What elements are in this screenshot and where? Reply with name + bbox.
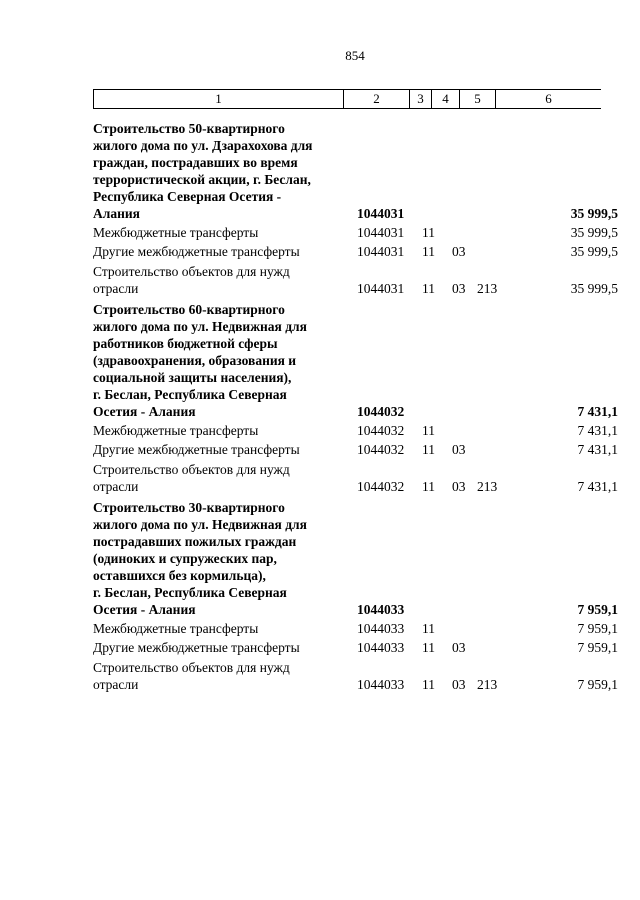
row-name: Межбюджетные трансферты: [93, 423, 259, 438]
table-body: [93, 120, 618, 693]
row-col-3: 11: [422, 442, 435, 457]
row-amount: 7 959,1: [577, 677, 618, 692]
row-values: [93, 620, 618, 637]
table-row: [93, 263, 618, 297]
row-name: Межбюджетные трансферты: [93, 621, 259, 636]
row-code: 1044031: [357, 244, 405, 259]
row-col-5: 213: [477, 479, 498, 494]
row-col-3: 11: [422, 281, 435, 296]
row-amount: 35 999,5: [570, 281, 618, 296]
table-row: [93, 243, 618, 260]
row-col-4: 03: [452, 244, 466, 259]
row-values: [93, 224, 618, 241]
row-col-5: 213: [477, 677, 498, 692]
row-values: [93, 280, 618, 297]
section-row: [93, 499, 618, 618]
row-col-4: 03: [452, 640, 466, 655]
table-row: [93, 461, 618, 495]
row-values: [93, 441, 618, 458]
header-col-2: 2: [343, 90, 409, 108]
row-amount: 35 999,5: [570, 225, 618, 240]
row-amount: 7 959,1: [577, 602, 618, 617]
row-col-3: 11: [422, 479, 435, 494]
header-col-6: 6: [495, 90, 601, 108]
row-values: [93, 601, 618, 618]
row-values: [93, 478, 618, 495]
row-amount: 7 431,1: [577, 442, 618, 457]
section-row: [93, 301, 618, 420]
row-name: Строительство объектов для нужд отрасли: [93, 462, 290, 494]
row-code: 1044032: [357, 442, 405, 457]
row-col-3: 11: [422, 677, 435, 692]
row-amount: 7 431,1: [577, 423, 618, 438]
table-row: [93, 620, 618, 637]
row-col-4: 03: [452, 281, 466, 296]
row-amount: 35 999,5: [570, 244, 618, 259]
row-name: Строительство 50-квартирного жилого дома по ул. Дзарахохова для граждан, пострадавших во время террористической акции, г. Беслан, Республика Северная Осетия - Алания: [93, 121, 313, 221]
header-col-3: 3: [409, 90, 431, 108]
row-col-3: 11: [422, 621, 435, 636]
header-col-1: 1: [93, 90, 343, 108]
section-row: [93, 120, 618, 222]
row-amount: 7 959,1: [577, 621, 618, 636]
row-col-3: 11: [422, 225, 435, 240]
row-code: 1044032: [357, 479, 405, 494]
row-col-4: 03: [452, 442, 466, 457]
table-row: [93, 659, 618, 693]
row-amount: 7 431,1: [577, 404, 618, 419]
header-col-4: 4: [431, 90, 459, 108]
page-number: 854: [345, 48, 365, 63]
row-name: Другие межбюджетные трансферты: [93, 244, 300, 259]
row-values: [93, 676, 618, 693]
row-values: [93, 243, 618, 260]
row-col-3: 11: [422, 423, 435, 438]
row-values: [93, 422, 618, 439]
row-name: Строительство 30-квартирного жилого дома по ул. Недвижная для пострадавших пожилых граждан (одиноких и супружеских пар, оставшихся без кормильца), г. Беслан, Республика Северная Осетия - Алания: [93, 500, 307, 617]
row-col-3: 11: [422, 244, 435, 259]
row-code: 1044033: [357, 602, 405, 617]
row-name: Строительство объектов для нужд отрасли: [93, 264, 290, 296]
row-code: 1044033: [357, 677, 405, 692]
row-code: 1044031: [357, 225, 405, 240]
row-name: Другие межбюджетные трансферты: [93, 640, 300, 655]
row-values: [93, 639, 618, 656]
row-code: 1044033: [357, 621, 405, 636]
row-col-5: 213: [477, 281, 498, 296]
table-row: [93, 639, 618, 656]
table-row: [93, 441, 618, 458]
row-amount: 35 999,5: [570, 206, 618, 221]
row-code: 1044033: [357, 640, 405, 655]
row-name: Другие межбюджетные трансферты: [93, 442, 300, 457]
row-code: 1044031: [357, 281, 405, 296]
row-code: 1044032: [357, 404, 405, 419]
header-col-5: 5: [459, 90, 495, 108]
row-amount: 7 431,1: [577, 479, 618, 494]
row-values: [93, 205, 618, 222]
row-code: 1044031: [357, 206, 405, 221]
table-row: [93, 422, 618, 439]
row-code: 1044032: [357, 423, 405, 438]
row-name: Межбюджетные трансферты: [93, 225, 259, 240]
row-col-3: 11: [422, 640, 435, 655]
table-header: [93, 89, 601, 109]
table-row: [93, 224, 618, 241]
row-name: Строительство объектов для нужд отрасли: [93, 660, 290, 692]
row-col-4: 03: [452, 479, 466, 494]
row-name: Строительство 60-квартирного жилого дома по ул. Недвижная для работников бюджетной сферы (здравоохранения, образования и социальной защиты населения), г. Беслан, Республика Северная Осетия - Алания: [93, 302, 307, 419]
row-col-4: 03: [452, 677, 466, 692]
row-values: [93, 403, 618, 420]
row-amount: 7 959,1: [577, 640, 618, 655]
